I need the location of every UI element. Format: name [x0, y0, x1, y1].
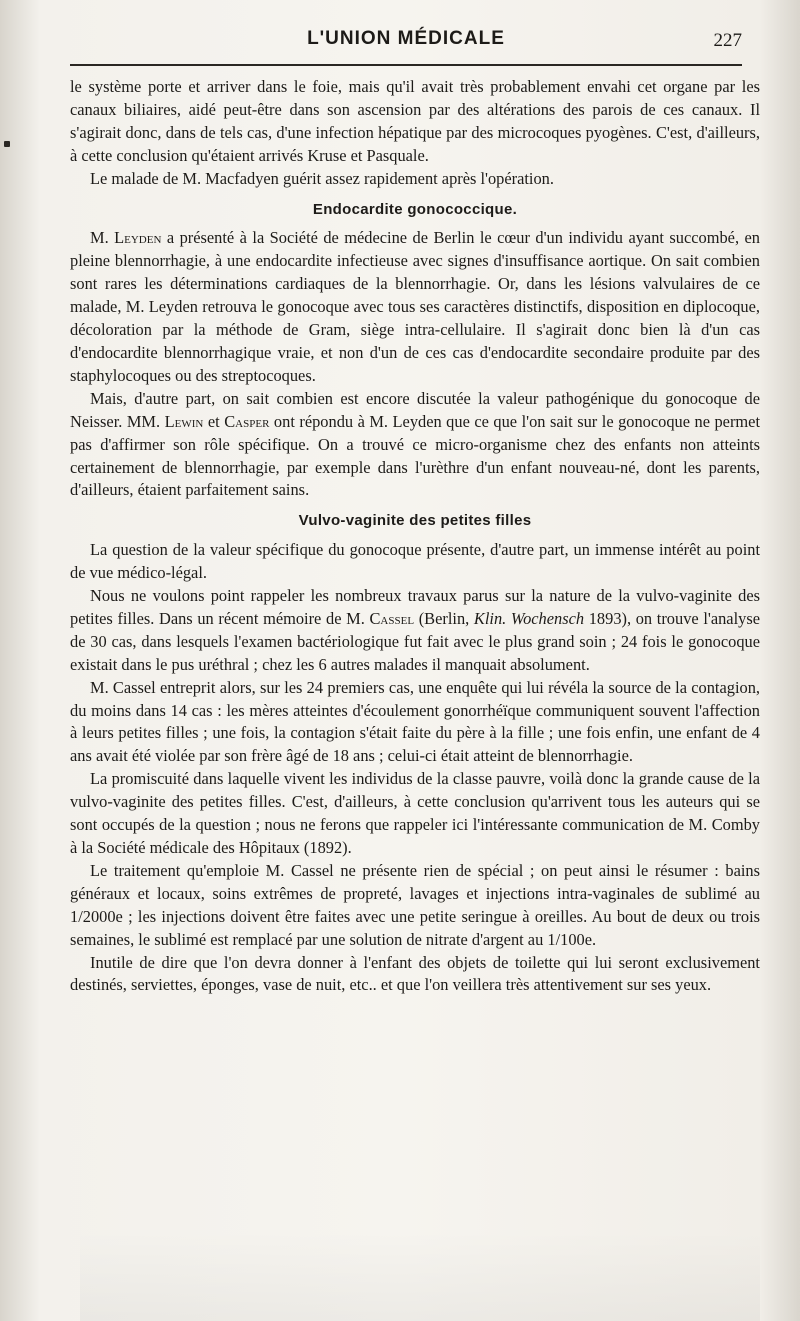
section-heading-vulvo-vaginite: Vulvo-vaginite des petites filles — [298, 512, 532, 530]
paragraph-text: ont répondu à M. Leyden que ce que l'on sait sur le gonocoque ne permet pas d'affirmer son rôle spécifique. On a trouvé ce micro-organisme chez des enfants non atteints certainement de blennorrhagie, par exemple dans l'urèthre d'un enfant nouveau-né, dont les parents, d'ailleurs, étaient parfaitement sains. — [70, 411, 760, 500]
page-number: 227 — [713, 30, 742, 51]
paragraph — [70, 388, 760, 503]
paragraph: La promiscuité dans laquelle vivent les individus de la classe pauvre, voilà donc la grande cause de la vulvo-vaginite des petites filles. C'est, d'ailleurs, à cette conclusion qu'arrivent tous les auteurs qui se sont occupés de la question ; nous ne ferons que rappeler ici l'intéressante communication de M. Comby à la Société médicale des Hôpitaux (1892). — [70, 769, 760, 857]
paragraph-text: Mais, d'autre part, on sait combien est encore discutée la valeur pathogénique du gonocoque de Neisser. MM. — [70, 388, 760, 431]
paragraph — [70, 585, 760, 677]
paragraph: Le traitement qu'emploie M. Cassel ne présente rien de spécial ; on peut ainsi le résumer : bains généraux et locaux, soins extrêmes de propreté, lavages et injections intra-vaginales de sublimé au 1/2000e ; les injections doivent être faites avec une petite seringue à oreilles. Au bout de deux ou trois semaines, le sublimé est remplacé par une solution de nitrate d'argent au 1/100e. — [70, 860, 760, 949]
page-shadow — [80, 1231, 760, 1321]
running-title: L'UNION MÉDICALE — [307, 28, 505, 49]
article-body — [70, 76, 760, 997]
paragraph: Le malade de M. Macfadyen guérit assez rapidement après l'opération. — [90, 168, 554, 188]
author-name: Leyden — [114, 228, 162, 248]
paragraph: La question de la valeur spécifique du gonocoque présente, d'autre part, un immense intérêt au point de vue médico-légal. — [70, 540, 760, 583]
paragraph: M. Cassel entreprit alors, sur les 24 premiers cas, une enquête qui lui révéla la source de la contagion, du moins dans 14 cas : les mères atteintes d'écoulement gonorrhéïque communiquent souvent l'affection à leurs petites filles ; une fois, la contagion s'était faite du père à la fille ; une fois enfin, une enfant de 4 ans avait été violée par son frère âgé de 18 ans ; celui-ci était atteint de blennorrhagie. — [70, 677, 760, 766]
paragraph-text: (Berlin, — [418, 608, 470, 628]
margin-mark — [4, 141, 10, 147]
author-name: Lewin — [164, 411, 204, 431]
paragraph: le système porte et arriver dans le foie, mais qu'il avait très probablement envahi cet organe par les canaux biliaires, aidé peut-être dans son ascension par des altérations des parois de ces canaux. Il s'agirait donc, dans de tels cas, d'une infection hépatique par des microcoques pyogènes. C'est, d'ailleurs, à cette conclusion qu'étaient arrivés Kruse et Pasquale. — [70, 77, 760, 165]
journal-title: Klin. Wochensch — [473, 608, 585, 628]
author-name: Casper — [224, 411, 270, 431]
paragraph: Inutile de dire que l'on devra donner à l'enfant des objets de toilette qui lui seront exclusivement destinés, serviettes, éponges, vase de nuit, etc.. et que l'on veillera très attentivement sur ses yeux. — [70, 952, 760, 995]
paragraph-text: 1893), on trouve l'analyse de 30 cas, dans lesquels l'examen bactériologique fut fait avec le plus grand soin ; 24 fois le gonocoque existait dans le pus uréthral ; chez les 6 autres malades il manquait absolument. — [70, 608, 760, 674]
section-heading-endocardite: Endocardite gonococcique. — [312, 200, 518, 218]
paragraph-text: et — [207, 411, 220, 431]
author-name: Cassel — [369, 608, 415, 628]
header-rule — [70, 64, 742, 66]
paragraph-text: Nous ne voulons point rappeler les nombreux travaux parus sur la nature de la vulvo-vaginite des petites filles. Dans un récent mémoire de M. — [70, 586, 760, 628]
paragraph — [70, 227, 760, 387]
page-header — [70, 22, 742, 62]
paragraph-text: a présenté à la Société de médecine de Berlin le cœur d'un individu ayant succombé, en pleine blennorrhagie, à une endocardite infectieuse avec signes d'insuffisance aortique. On sait combien sont rares les déterminations cardiaques de la blennorrhagie. Or, dans les lésions valvulaires de ce malade, M. Leyden retrouva le gonocoque avec tous ses caractères distinctifs, disposition en diplocoque, décoloration par la méthode de Gram, siège intra-cellulaire. Il s'agirait donc bien là d'un cas d'endocardite blennorrhagique vraie, et non d'un de ces cas d'endocardite secondaire produite par des staphylocoques ou des streptocoques. — [70, 228, 760, 385]
paragraph-lead: M. — [90, 228, 109, 248]
